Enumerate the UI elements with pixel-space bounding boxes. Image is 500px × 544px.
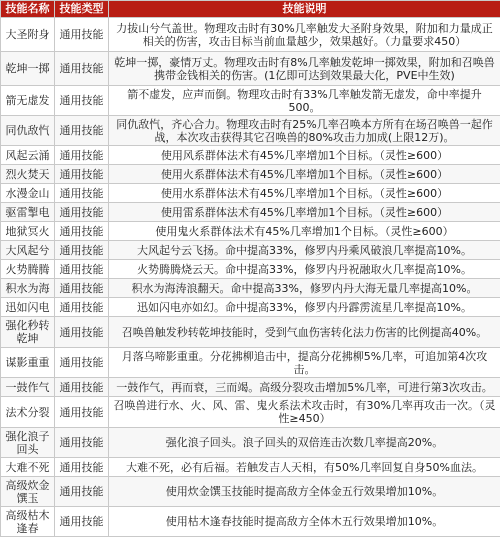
skill-name-cell: 乾坤一掷 xyxy=(1,52,55,86)
skill-type-cell: 通用技能 xyxy=(55,116,109,146)
skill-type-cell: 通用技能 xyxy=(55,18,109,52)
skill-name-cell: 高级枯木逢春 xyxy=(1,507,55,537)
skill-desc-cell: 使用水系群体法术有45%几率增加1个目标。（灵性≥600） xyxy=(109,184,500,203)
table-row xyxy=(1,222,500,241)
table-row xyxy=(1,458,500,477)
table-row xyxy=(1,298,500,317)
skill-type-cell: 通用技能 xyxy=(55,477,109,507)
table-row xyxy=(1,317,500,348)
skill-desc-cell: 一鼓作气，再而衰，三而竭。高级分裂攻击增加5%几率，可进行第3次攻击。 xyxy=(109,378,500,397)
skill-type-cell: 通用技能 xyxy=(55,397,109,428)
skill-type-cell: 通用技能 xyxy=(55,222,109,241)
skill-desc-cell: 月落乌啼影重重。分花拂柳追击中，提高分花拂柳5%几率，可追加第4次攻击。 xyxy=(109,348,500,378)
skill-type-cell: 通用技能 xyxy=(55,279,109,298)
table-row xyxy=(1,378,500,397)
header-skill-name: 技能名称 xyxy=(1,1,55,18)
skill-desc-cell: 使用火系群体法术有45%几率增加1个目标。（灵性≥600） xyxy=(109,165,500,184)
skill-desc-cell: 箭不虚发，应声而倒。物理攻击时有33%几率触发箭无虚发，命中率提升500。 xyxy=(109,86,500,116)
skill-type-cell: 通用技能 xyxy=(55,52,109,86)
skill-name-cell: 同仇敌忾 xyxy=(1,116,55,146)
skill-name-cell: 大圣附身 xyxy=(1,18,55,52)
skill-type-cell: 通用技能 xyxy=(55,146,109,165)
skill-type-cell: 通用技能 xyxy=(55,184,109,203)
table-row xyxy=(1,18,500,52)
skill-name-cell: 大风起兮 xyxy=(1,241,55,260)
skill-type-cell: 通用技能 xyxy=(55,203,109,222)
skill-desc-cell: 使用风系群体法术有45%几率增加1个目标。（灵性≥600） xyxy=(109,146,500,165)
table-row xyxy=(1,477,500,507)
skill-desc-cell: 召唤兽触发秒转乾坤技能时，受到气血伤害转化法力伤害的比例提高40%。 xyxy=(109,317,500,348)
skill-name-cell: 法术分裂 xyxy=(1,397,55,428)
skill-name-cell: 风起云涌 xyxy=(1,146,55,165)
skill-desc-cell: 火势腾腾烧云天。命中提高33%，修罗内丹祝融取火几率提高10%。 xyxy=(109,260,500,279)
table-row xyxy=(1,397,500,428)
skill-desc-cell: 召唤兽进行水、火、风、雷、鬼火系法术攻击时，有30%几率再攻击一次。（灵性≥450） xyxy=(109,397,500,428)
table-row xyxy=(1,348,500,378)
skill-name-cell: 强化秒转乾坤 xyxy=(1,317,55,348)
skill-name-cell: 谋影重重 xyxy=(1,348,55,378)
skill-desc-cell: 乾坤一掷，豪情万丈。物理攻击时有8%几率触发乾坤一掷效果，附加和召唤兽携带金钱相关的伤害。(1亿即可达到效果最大化，PVE中生效) xyxy=(109,52,500,86)
skill-type-cell: 通用技能 xyxy=(55,317,109,348)
skill-name-cell: 积水为海 xyxy=(1,279,55,298)
skill-name-cell: 强化浪子回头 xyxy=(1,428,55,458)
table-row xyxy=(1,184,500,203)
table-row xyxy=(1,279,500,298)
skill-desc-cell: 强化浪子回头。浪子回头的双倍连击次数几率提高20%。 xyxy=(109,428,500,458)
table-row xyxy=(1,146,500,165)
skill-desc-cell: 力拔山兮气盖世。物理攻击时有30%几率触发大圣附身效果，附加和力量成正相关的伤害，攻击目标当前血量越少，效果越好。（力量要求450） xyxy=(109,18,500,52)
skill-type-cell: 通用技能 xyxy=(55,298,109,317)
table-row xyxy=(1,203,500,222)
table-row xyxy=(1,260,500,279)
skill-name-cell: 水漫金山 xyxy=(1,184,55,203)
skill-type-cell: 通用技能 xyxy=(55,378,109,397)
table-row xyxy=(1,86,500,116)
skill-type-cell: 通用技能 xyxy=(55,241,109,260)
skill-name-cell: 地狱冥火 xyxy=(1,222,55,241)
skill-desc-cell: 使用鬼火系群体法术有45%几率增加1个目标。（灵性≥600） xyxy=(109,222,500,241)
header-skill-type: 技能类型 xyxy=(55,1,109,18)
skill-type-cell: 通用技能 xyxy=(55,348,109,378)
skill-desc-cell: 使用雷系群体法术有45%几率增加1个目标。（灵性≥600） xyxy=(109,203,500,222)
table-row xyxy=(1,52,500,86)
skill-name-cell: 大难不死 xyxy=(1,458,55,477)
table-row xyxy=(1,507,500,537)
skill-desc-cell: 积水为海涛浪翻天。命中提高33%，修罗内丹大海无量几率提高10%。 xyxy=(109,279,500,298)
skill-desc-cell: 使用枯木逢春技能时提高敌方全体木五行效果增加10%。 xyxy=(109,507,500,537)
skill-type-cell: 通用技能 xyxy=(55,507,109,537)
skill-type-cell: 通用技能 xyxy=(55,86,109,116)
skill-desc-cell: 迅如闪电亦如幻。命中提高33%，修罗内丹霹雳流星几率提高10%。 xyxy=(109,298,500,317)
skill-name-cell: 烈火焚天 xyxy=(1,165,55,184)
skill-type-cell: 通用技能 xyxy=(55,165,109,184)
table-row xyxy=(1,165,500,184)
skill-desc-cell: 使用炊金馔玉技能时提高敌方全体金五行效果增加10%。 xyxy=(109,477,500,507)
skill-name-cell: 一鼓作气 xyxy=(1,378,55,397)
table-row xyxy=(1,241,500,260)
header-skill-description: 技能说明 xyxy=(109,1,500,18)
skill-name-cell: 火势腾腾 xyxy=(1,260,55,279)
skill-desc-cell: 同仇敌忾，齐心合力。物理攻击时有25%几率召唤本方所有在场召唤兽一起作战，本次攻击获得其它召唤兽的80%攻击力加成(上限12万)。 xyxy=(109,116,500,146)
skill-type-cell: 通用技能 xyxy=(55,260,109,279)
skill-type-cell: 通用技能 xyxy=(55,458,109,477)
skill-name-cell: 迅如闪电 xyxy=(1,298,55,317)
skill-desc-cell: 大风起兮云飞扬。命中提高33%，修罗内丹乘风破浪几率提高10%。 xyxy=(109,241,500,260)
table-header-row xyxy=(1,1,500,18)
skill-type-cell: 通用技能 xyxy=(55,428,109,458)
skill-name-cell: 高级炊金馔玉 xyxy=(1,477,55,507)
skill-desc-cell: 大难不死，必有后福。若触发吉人天相，有50%几率回复自身50%血法。 xyxy=(109,458,500,477)
skill-name-cell: 箭无虚发 xyxy=(1,86,55,116)
skill-name-cell: 驱雷掣电 xyxy=(1,203,55,222)
table-row xyxy=(1,428,500,458)
table-row xyxy=(1,116,500,146)
